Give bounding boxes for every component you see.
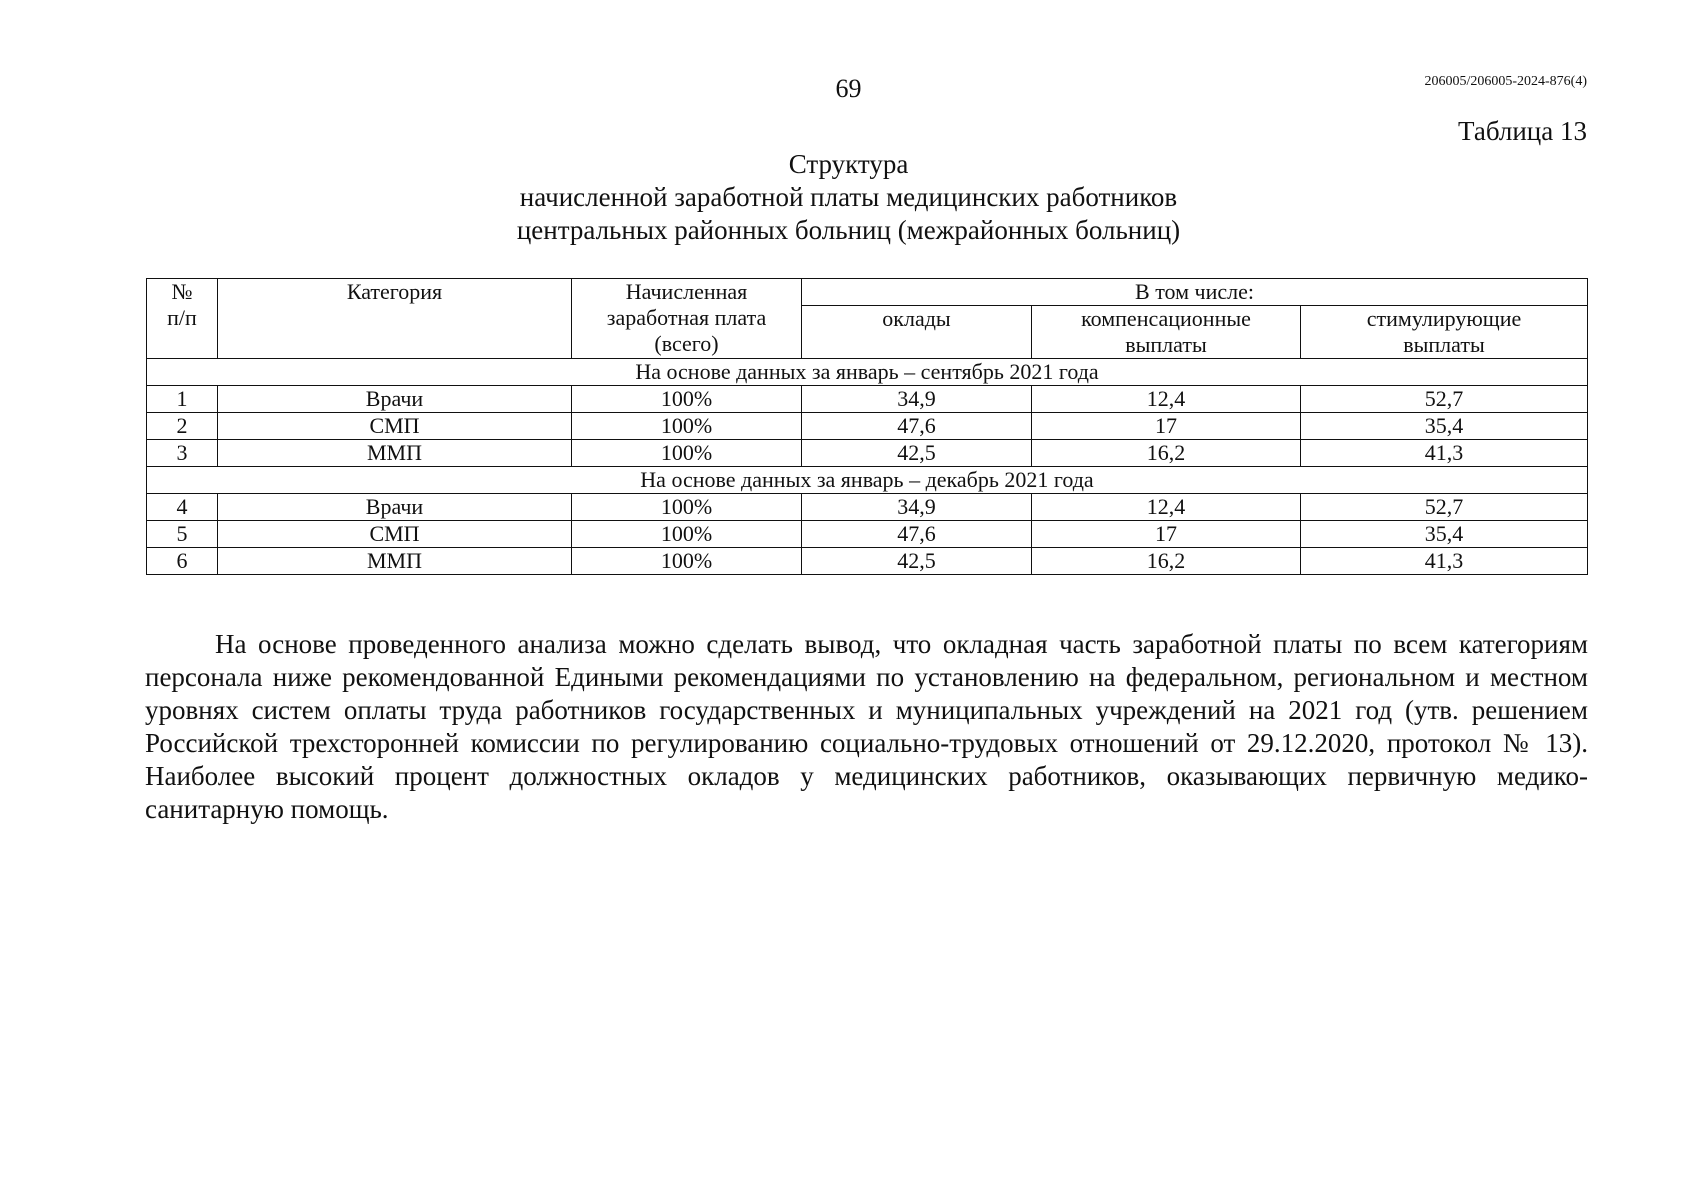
body-paragraph: На основе проведенного анализа можно сделать вывод, что окладная часть заработной платы по всем категориям персонала ниже рекомендованной Едиными рекомендациями по установлению на федеральном, региональном и местном уровнях систем оплаты труда работников государственных и муниципальных учреждений на 2021 год (утв. решением Российской трехсторонней комиссии по регулированию социально-трудовых отношений от 29.12.2020, протокол № 13). Наиболее высокий процент должностных окладов у медицинских работников, оказывающих первичную медико-санитарную помощь. bbox=[145, 629, 1588, 824]
document-id: 206005/206005-2024-876(4) bbox=[1424, 74, 1587, 89]
cell-salaries: 47,6 bbox=[802, 413, 1032, 440]
cell-num: 3 bbox=[147, 440, 218, 467]
cell-compensation: 12,4 bbox=[1032, 386, 1301, 413]
cell-total: 100% bbox=[572, 548, 802, 575]
page-number: 69 bbox=[835, 74, 862, 103]
cell-total: 100% bbox=[572, 386, 802, 413]
header-num: № п/п bbox=[147, 279, 218, 359]
table-row bbox=[147, 413, 1588, 440]
cell-incentive: 52,7 bbox=[1301, 386, 1588, 413]
cell-salaries: 34,9 bbox=[802, 386, 1032, 413]
cell-compensation: 12,4 bbox=[1032, 494, 1301, 521]
cell-num: 5 bbox=[147, 521, 218, 548]
table-row bbox=[147, 494, 1588, 521]
cell-incentive: 41,3 bbox=[1301, 440, 1588, 467]
cell-total: 100% bbox=[572, 413, 802, 440]
cell-total: 100% bbox=[572, 440, 802, 467]
cell-total: 100% bbox=[572, 494, 802, 521]
cell-num: 6 bbox=[147, 548, 218, 575]
cell-category: Врачи bbox=[218, 386, 572, 413]
title-line-2: начисленной заработной платы медицинских работников bbox=[519, 182, 1178, 212]
header-compensation: компенсационные выплаты bbox=[1032, 306, 1301, 359]
cell-incentive: 52,7 bbox=[1301, 494, 1588, 521]
table-label: Таблица 13 bbox=[1458, 116, 1587, 146]
salary-structure-table bbox=[146, 278, 1588, 575]
table-row bbox=[147, 548, 1588, 575]
cell-salaries: 47,6 bbox=[802, 521, 1032, 548]
table-title bbox=[0, 148, 1697, 247]
table-row bbox=[147, 440, 1588, 467]
cell-compensation: 17 bbox=[1032, 521, 1301, 548]
header-category: Категория bbox=[218, 279, 572, 359]
cell-category: СМП bbox=[218, 521, 572, 548]
table-row bbox=[147, 521, 1588, 548]
header-row-1 bbox=[147, 279, 1588, 306]
cell-salaries: 42,5 bbox=[802, 548, 1032, 575]
cell-incentive: 35,4 bbox=[1301, 521, 1588, 548]
cell-category: ММП bbox=[218, 548, 572, 575]
cell-num: 4 bbox=[147, 494, 218, 521]
title-line-3: центральных районных больниц (межрайонных больниц) bbox=[516, 215, 1181, 245]
header-salaries: оклады bbox=[802, 306, 1032, 359]
cell-total: 100% bbox=[572, 521, 802, 548]
header-including: В том числе: bbox=[802, 279, 1588, 306]
cell-incentive: 41,3 bbox=[1301, 548, 1588, 575]
cell-salaries: 34,9 bbox=[802, 494, 1032, 521]
cell-num: 2 bbox=[147, 413, 218, 440]
header-total: Начисленная заработная плата (всего) bbox=[572, 279, 802, 359]
section-label: На основе данных за январь – сентябрь 2021 года bbox=[147, 359, 1588, 386]
section-label: На основе данных за январь – декабрь 2021 года bbox=[147, 467, 1588, 494]
section-row bbox=[147, 359, 1588, 386]
cell-salaries: 42,5 bbox=[802, 440, 1032, 467]
cell-compensation: 16,2 bbox=[1032, 440, 1301, 467]
cell-category: ММП bbox=[218, 440, 572, 467]
title-line-1: Структура bbox=[788, 149, 909, 179]
section-row bbox=[147, 467, 1588, 494]
cell-incentive: 35,4 bbox=[1301, 413, 1588, 440]
header-incentive: стимулирующие выплаты bbox=[1301, 306, 1588, 359]
cell-category: Врачи bbox=[218, 494, 572, 521]
cell-category: СМП bbox=[218, 413, 572, 440]
cell-compensation: 16,2 bbox=[1032, 548, 1301, 575]
table-row bbox=[147, 386, 1588, 413]
cell-num: 1 bbox=[147, 386, 218, 413]
cell-compensation: 17 bbox=[1032, 413, 1301, 440]
